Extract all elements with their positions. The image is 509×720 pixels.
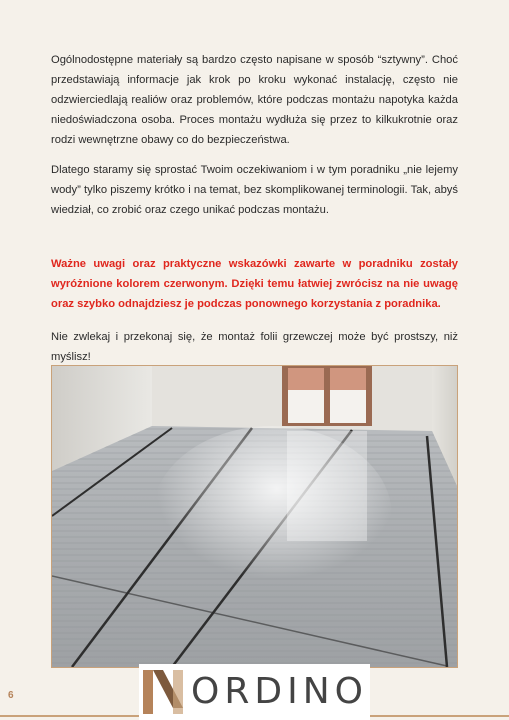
nordino-logo xyxy=(139,664,370,720)
purpose-paragraph: Dlatego staramy się sprostać Twoim oczekiwaniom i w tym poradniku „nie lejemy wody” tylko piszemy krótko i na temat, bez skomplikowanej terminologii. Tak, abyś wiedział, co zrobić oraz czego unikać podczas montażu. xyxy=(51,164,458,216)
closing-paragraph: Nie zwlekaj i przekonaj się, że montaż folii grzewczej może być prostszy, niż myślisz! xyxy=(51,331,458,363)
highlight-paragraph: Ważne uwagi oraz praktyczne wskazówki zawarte w poradniku zostały wyróżnione kolorem czerwonym. Dzięki temu łatwiej zwrócisz na nie uwagę oraz szybko odnajdziesz je podczas ponownego korzystania z poradnika. xyxy=(51,258,458,310)
page-number: 6 xyxy=(8,690,14,701)
intro-paragraph: Ogólnodostępne materiały są bardzo często napisane w sposób “sztywny”. Choć przedstawiają informacje jak krok po kroku wykonać instalację, często nie odzwierciedlają realiów oraz problemów, które podczas montażu napotyka każda niedoświadczona osoba. Proces montażu wydłuża się przez to kilkukrotnie oraz rodzi wewnętrzne obawy co do bezpieczeństwa. xyxy=(51,54,458,146)
logo-n-mark xyxy=(139,664,191,720)
heating-foil-room-photo xyxy=(51,365,458,668)
logo-wordmark: ORDINO xyxy=(191,671,368,712)
